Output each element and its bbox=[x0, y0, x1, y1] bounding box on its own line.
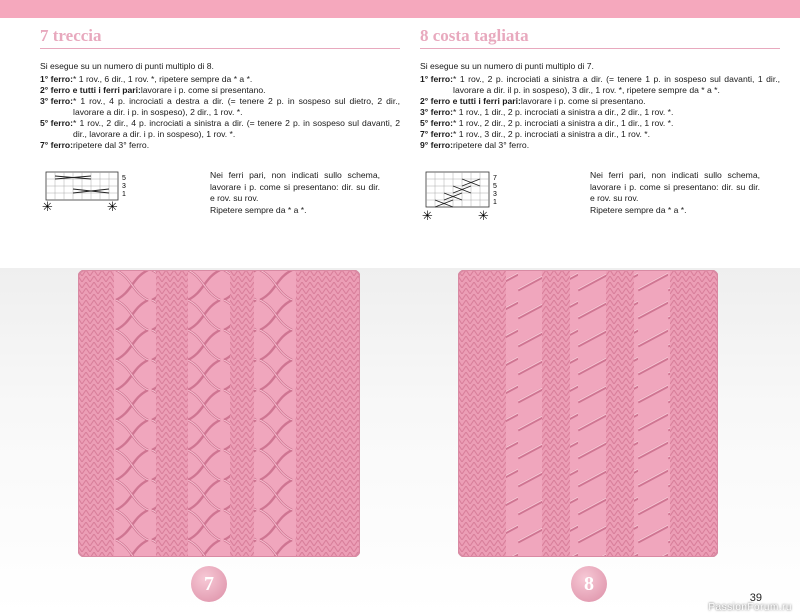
chart-row-number: 7 bbox=[493, 175, 497, 182]
instruction-row: 2° ferro e tutti i ferri pari: lavorare i p. come si presentano. bbox=[420, 96, 646, 106]
instruction-row: 1° ferro: * 1 rov., 6 dir., 1 rov. *, ripetere sempre da * a *. bbox=[40, 74, 253, 84]
pattern-7-number-badge: 7 bbox=[191, 566, 227, 602]
chart-row-number: 5 bbox=[493, 183, 497, 190]
chart-row-number: 1 bbox=[493, 199, 497, 206]
pattern-8-number-badge: 8 bbox=[571, 566, 607, 602]
svg-text:✳: ✳ bbox=[42, 200, 53, 215]
instruction-row: 7° ferro: * 1 rov., 3 dir., 2 p. incrociati a sinistra a dir., 1 rov. *. bbox=[420, 129, 650, 139]
chart-row-number: 3 bbox=[493, 191, 497, 198]
chart-row-number: 3 bbox=[122, 183, 126, 190]
instruction-row: 3° ferro: * 1 rov., 4 p. incrociati a destra a dir. (= tenere 2 p. in sospeso sul dietro, 2 dir., lavorare a dir. i p. in sospeso), 2 dir., 1 rov. *. bbox=[40, 96, 400, 117]
instruction-row: 2° ferro e tutti i ferri pari: lavorare i p. come si presentano. bbox=[40, 85, 266, 95]
instruction-row: 3° ferro: * 1 rov., 1 dir., 2 p. incrociati a sinistra a dir., 2 dir., 1 rov. *. bbox=[420, 107, 674, 117]
pattern-7-note: Nei ferri pari, non indicati sullo schema, lavorare i p. come si presentano: dir. su dir. e rov. su rov. Ripetere sempre da * a *. bbox=[210, 170, 380, 215]
pattern-8-rows bbox=[420, 74, 780, 151]
instruction-row: 7° ferro: ripetere dal 3° ferro. bbox=[40, 140, 150, 150]
chart-row-number: 1 bbox=[122, 191, 126, 198]
pattern-8-note: Nei ferri pari, non indicati sullo schema, lavorare i p. come si presentano: dir. su dir. e rov. su rov. Ripetere sempre da * a *. bbox=[590, 170, 760, 215]
page-number: 39 bbox=[749, 592, 762, 604]
svg-text:✳: ✳ bbox=[478, 209, 489, 224]
chart-row-number: 5 bbox=[122, 175, 126, 182]
pattern-7-section bbox=[40, 26, 400, 151]
knit-swatch-7 bbox=[78, 270, 360, 557]
instruction-row: 5° ferro: * 1 rov., 2 dir., 2 p. incrociati a sinistra a dir., 1 dir., 1 rov. *. bbox=[420, 118, 674, 128]
pattern-8-title: 8 costa tagliata bbox=[420, 26, 780, 49]
instruction-row: 1° ferro: * 1 rov., 2 p. incrociati a sinistra a dir. (= tenere 1 p. in sospeso sul davanti, 1 dir., lavorare a dir. il p. in sospeso), 3 dir., 1 rov. *, ripetere sempre da * a *. bbox=[420, 74, 780, 95]
pattern-7-title: 7 treccia bbox=[40, 26, 400, 49]
watermark: PassionForum.ru bbox=[708, 602, 792, 613]
pattern-7-rows bbox=[40, 74, 400, 151]
pattern-8-chart bbox=[418, 170, 518, 226]
svg-text:✳: ✳ bbox=[107, 200, 118, 215]
pattern-7-chart bbox=[38, 170, 138, 218]
knit-swatch-8 bbox=[458, 270, 718, 557]
pattern-7-intro: Si esegue su un numero di punti multiplo di 8. bbox=[40, 61, 214, 71]
top-pink-band bbox=[0, 0, 800, 18]
svg-text:✳: ✳ bbox=[422, 209, 433, 224]
pattern-8-intro: Si esegue su un numero di punti multiplo di 7. bbox=[420, 61, 594, 71]
instruction-row: 5° ferro: * 1 rov., 2 dir., 4 p. incrociati a sinistra a dir. (= tenere 2 p. in sospeso sul davanti, 2 dir., lavorare a dir. i p. in sospeso), 1 rov. *. bbox=[40, 118, 400, 139]
pattern-8-section bbox=[420, 26, 780, 151]
instruction-row: 9° ferro: ripetere dal 3° ferro. bbox=[420, 140, 530, 150]
